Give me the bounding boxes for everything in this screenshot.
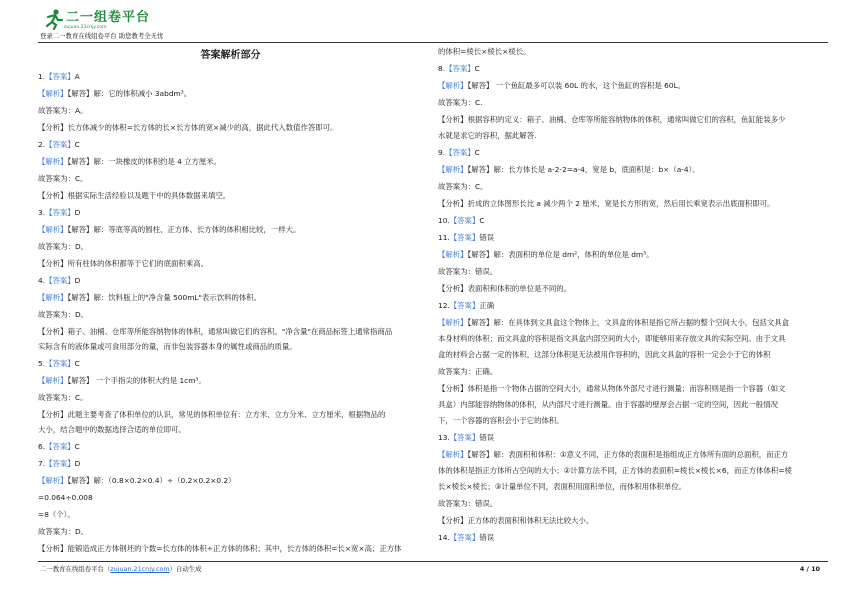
section-tag: 【答案】 [449, 433, 480, 442]
text-line [438, 216, 485, 225]
text-line [38, 510, 75, 519]
text-line [38, 242, 88, 251]
line-text: 的体积=棱长×棱长×棱长。 [438, 47, 531, 56]
text-line [38, 293, 261, 302]
section-tag: 【答案】 [445, 148, 475, 157]
text-line [438, 450, 788, 459]
line-text: 6. [38, 442, 46, 451]
text-line [438, 250, 654, 259]
text-line [38, 342, 297, 351]
line-text: 9. [438, 148, 446, 157]
line-text: 14. [438, 533, 450, 542]
line-text: 【分析】根据实际生活经验以及题干中的具体数据来填空。 [38, 191, 231, 200]
text-line [38, 276, 80, 285]
text-line [438, 301, 494, 310]
line-text: 13. [438, 433, 450, 442]
line-text: 【分析】表面积和体积的单位是不同的。 [438, 284, 572, 293]
line-text: 错误 [479, 533, 495, 542]
text-line [38, 191, 230, 200]
section-tag: 【解析】 [38, 476, 68, 485]
line-text: 4. [38, 276, 46, 285]
line-text: 12. [438, 301, 450, 310]
line-text: 10. [438, 216, 450, 225]
page-title: 答案解析部分 [200, 50, 261, 61]
header-tagline: 登录二一教育在线组卷平台 助您教考全无忧 [40, 32, 164, 40]
section-tag: 【解析】 [38, 376, 68, 385]
logo-subtext: zujuan.21cnjy.com [64, 25, 107, 30]
text-line [38, 140, 80, 149]
line-text: 【解答】 一个鱼缸最多可以装 60L 的水，这个鱼缸的容积是 60L。 [467, 81, 686, 90]
line-text: 大小，结合题中的数据选择合适的单位即可。 [38, 425, 186, 434]
line-text: 【解答】解：长方体长是 a-2-2=a-4，宽是 b，底面积是：b×（a-4）。 [467, 165, 700, 174]
section-tag: 【解析】 [438, 165, 468, 174]
text-line [438, 318, 789, 327]
line-text: 【分析】箱子、油桶、仓库等所能容纳物体的体积，通常叫做它们的容积。"净含量"在商品标签上通常指商品 [38, 327, 393, 336]
text-line [438, 384, 785, 393]
section-tag: 【答案】 [45, 359, 75, 368]
line-text: 故答案为：D。 [38, 310, 89, 319]
text-line [438, 64, 480, 73]
text-line [38, 106, 87, 115]
line-text: 具盒）内部能容纳物体的体积，从内部尺寸进行测量。由于容器的壁厚会占据一定的空间，因此一般情况 [438, 400, 778, 409]
line-text: 【分析】折成的立体图形长比 a 减少两个 2 厘米，宽是长方形的宽，然后用长乘宽表示出底面积即可。 [438, 199, 775, 208]
page-number: 4 / 10 [799, 565, 820, 573]
text-line [38, 393, 88, 402]
line-text: 【解答】解：一块橡皮的体积约是 4 立方厘米。 [67, 157, 222, 166]
text-line [438, 416, 564, 425]
line-text: D [74, 276, 81, 285]
line-text: 故答案为：错误。 [438, 499, 498, 508]
line-text: A [74, 72, 80, 81]
line-text: 【解答】解：饮料瓶上的"净含量 500mL"表示饮料的体积。 [67, 293, 262, 302]
section-tag: 【答案】 [45, 140, 75, 149]
text-line [438, 466, 792, 475]
text-line [438, 199, 774, 208]
line-text: 错误 [479, 233, 495, 242]
line-text: 【分析】此题主要考查了体积单位的认识，常见的体积单位有：立方米、立方分米、立方厘米，根据物品的 [38, 410, 386, 419]
text-line [438, 267, 497, 276]
line-text: D [74, 459, 81, 468]
line-text: 故答案为：C。 [38, 393, 88, 402]
section-tag: 【答案】 [45, 442, 75, 451]
line-text: C [74, 140, 80, 149]
line-text: 实际含有的液体量或可食用部分的量，而非包装容器本身的属性或商品的质量。 [38, 342, 297, 351]
line-text: 故答案为：A。 [38, 106, 88, 115]
section-tag: 【答案】 [445, 64, 475, 73]
text-line [38, 157, 221, 166]
runner-icon [42, 8, 64, 30]
text-line [38, 493, 93, 502]
line-text: 【解答】 一个手指尖的体积大约是 1cm³。 [67, 376, 206, 385]
section-tag: 【解析】 [38, 293, 68, 302]
line-text: 7. [38, 459, 46, 468]
text-line [438, 482, 686, 491]
section-tag: 【解析】 [438, 318, 468, 327]
line-text: 【解答】解：（0.8×0.2×0.4）÷（0.2×0.2×0.2） [67, 476, 236, 485]
text-line [38, 544, 402, 553]
text-line [438, 533, 494, 542]
line-text: 【分析】所有柱体的体积都等于它们的底面积乘高。 [38, 259, 208, 268]
logo [42, 8, 192, 32]
section-tag: 【答案】 [45, 72, 75, 81]
text-line [38, 527, 88, 536]
line-text: 故答案为：D。 [38, 242, 89, 251]
line-text: 盒的材料会占据一定的体积，这部分体积是无法被用作容积的，因此文具盒的容积一定会小于它的体积 [438, 350, 771, 359]
line-text: 2. [38, 140, 46, 149]
line-text: 【分析】根据容积的定义：箱子、油桶、仓库等所能容纳物体的体积，通常叫做它们的容积，鱼缸能装多少 [438, 115, 786, 124]
footer-divider [38, 561, 828, 562]
line-text: 【解答】解：表面积和体积：①意义不同，正方体的表面积是指组成正方体所有面的总面积，而正方 [467, 450, 789, 459]
text-line [38, 442, 80, 451]
line-text: 5. [38, 359, 46, 368]
line-text: 【解答】解：在具体到文具盒这个物体上，文具盒的体积是指它所占据的整个空间大小，包括文具盒 [467, 318, 790, 327]
text-line [438, 433, 494, 442]
line-text: 8. [438, 64, 446, 73]
text-line [38, 225, 300, 234]
text-line [38, 425, 186, 434]
line-text: 故答案为：C。 [38, 174, 88, 183]
text-line [438, 400, 778, 409]
section-tag: 【解析】 [438, 450, 468, 459]
line-text: 【分析】正方体的表面积和体积无法比较大小。 [438, 516, 594, 525]
text-line [438, 350, 771, 359]
text-line [38, 376, 206, 385]
line-text: 故答案为：C. [438, 98, 483, 107]
page-header [38, 6, 828, 44]
line-text: 11. [438, 233, 450, 242]
text-line [438, 165, 700, 174]
line-text: 本身材料的体积；而文具盒的容积是指文具盒内部空间的大小，即能够用来存放文具的实际空间。由于文具 [438, 334, 786, 343]
text-line [38, 359, 80, 368]
text-line [38, 476, 236, 485]
text-line [438, 334, 785, 343]
text-line [38, 310, 88, 319]
text-line [438, 98, 482, 107]
line-text: 【解答】解：等底等高的圆柱、正方体、长方体的体积相比较，一样大。 [67, 225, 301, 234]
line-text: 体的体积是指正方体所占空间的大小；②计算方法不同，正方体的表面积=棱长×棱长×6，而正方体体积=棱 [438, 466, 792, 475]
footer-link[interactable]: zujuan.21cnjy.com [110, 565, 170, 573]
text-line [438, 516, 593, 525]
text-line [438, 148, 480, 157]
line-text: 故答案为：C。 [438, 182, 488, 191]
line-text: 正确 [479, 301, 495, 310]
text-line [438, 81, 685, 90]
line-text: 故答案为：正确。 [438, 367, 498, 376]
line-text: 错误 [479, 433, 495, 442]
text-line [438, 284, 571, 293]
line-text: 【解答】解：表面积的单位是 dm²，体积的单位是 dm³。 [467, 250, 654, 259]
text-line [38, 459, 80, 468]
line-text: 【解答】解：它的体积减小 3abdm³。 [67, 89, 192, 98]
line-text: 故答案为：D。 [38, 527, 89, 536]
line-text: C [74, 359, 80, 368]
text-line [438, 47, 531, 56]
text-line [38, 208, 80, 217]
logo-text: 二一组卷平台 [66, 10, 151, 25]
text-line [438, 499, 497, 508]
section-tag: 【答案】 [45, 276, 75, 285]
text-line [38, 174, 88, 183]
footer-suffix: ）自动生成 [169, 565, 202, 573]
section-tag: 【答案】 [449, 301, 480, 310]
line-text: =8（个）。 [38, 510, 75, 519]
text-line [38, 410, 385, 419]
section-tag: 【解析】 [38, 157, 68, 166]
header-divider [38, 42, 828, 43]
text-line [438, 115, 785, 124]
text-line [438, 182, 488, 191]
section-tag: 【解析】 [438, 81, 468, 90]
line-text: C [474, 64, 480, 73]
footer-prefix: 二一教育在线组卷平台（ [40, 565, 111, 573]
section-tag: 【答案】 [45, 459, 75, 468]
line-text: =0.064÷0.008 [38, 493, 93, 502]
section-tag: 【答案】 [449, 216, 480, 225]
section-tag: 【解析】 [38, 89, 68, 98]
line-text: C [479, 216, 485, 225]
line-text: 3. [38, 208, 46, 217]
line-text: 长×棱长×棱长；③计量单位不同，表面积用面积单位，而体积用体积单位。 [438, 482, 687, 491]
text-line [38, 72, 80, 81]
text-line [38, 327, 392, 336]
line-text: C [74, 442, 80, 451]
text-line [38, 89, 191, 98]
line-text: D [74, 208, 81, 217]
section-tag: 【答案】 [45, 208, 75, 217]
section-tag: 【解析】 [38, 225, 68, 234]
footer-source [40, 565, 202, 573]
text-line [38, 123, 337, 132]
line-text: 下，一个容器的容积会小于它的体积。 [438, 416, 564, 425]
section-tag: 【解析】 [438, 250, 468, 259]
line-text: 【分析】体积是指一个物体占据的空间大小，通常从物体外部尺寸进行测量；而容积则是指一个容器（如文 [438, 384, 786, 393]
text-line [438, 233, 494, 242]
section-tag: 【答案】 [449, 533, 480, 542]
line-text: 【分析】能锻造成正方体钢坯的个数=长方体的体积÷正方体的体积；其中，长方体的体积=长×宽×高；正方体 [38, 544, 402, 553]
text-line [438, 367, 497, 376]
line-text: 水就是求它的容积，据此解答. [438, 131, 537, 140]
line-text: 1. [38, 72, 46, 81]
line-text: C [474, 148, 480, 157]
line-text: 故答案为：错误。 [438, 267, 498, 276]
line-text: 【分析】长方体减少的体积=长方体的长×长方体的宽×减少的高，据此代入数值作答即可。 [38, 123, 338, 132]
text-line [438, 131, 536, 140]
text-line [38, 259, 208, 268]
section-tag: 【答案】 [449, 233, 480, 242]
